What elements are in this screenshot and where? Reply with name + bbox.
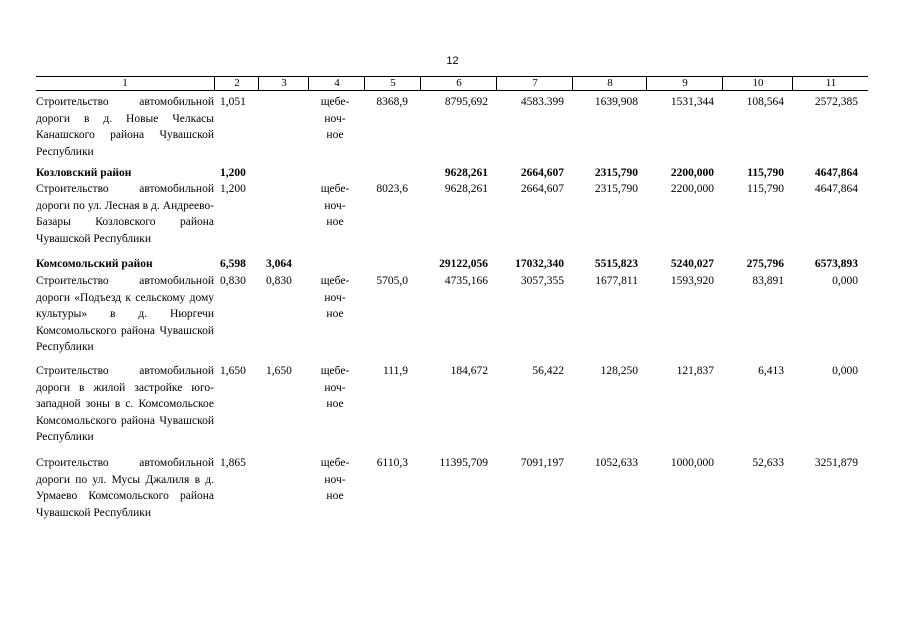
cell-col-9: 1000,000 [670, 457, 714, 469]
column-header-6: 6 [420, 77, 497, 90]
cell-col-9: 5240,027 [670, 258, 714, 270]
cell-col-6: 11395,709 [439, 457, 488, 469]
cell-col-11: 2572,385 [814, 96, 858, 108]
cell-col-5: 111,9 [382, 365, 408, 377]
cell-col-10: 275,796 [746, 258, 784, 270]
cell-col-2: 1,051 [220, 96, 246, 108]
row-description: Строительство автомобильной дороги в жилой застройке юго-западной зоны в с. Комсомольское Комсомольского района Чувашской Республики [36, 365, 214, 443]
cell-col-8: 1052,633 [594, 457, 638, 469]
cell-col-11: 6573,893 [814, 258, 858, 270]
cell-col-9: 121,837 [676, 365, 714, 377]
cell-col-3: 3,064 [266, 258, 292, 270]
row-description: Козловский район [36, 167, 132, 179]
column-header-9: 9 [646, 77, 723, 90]
cell-col-2: 1,200 [220, 167, 246, 179]
cell-col-6: 4735,166 [444, 275, 488, 287]
cell-col-2: 1,865 [220, 457, 246, 469]
cell-col-5: 6110,3 [376, 457, 408, 469]
column-header-11: 11 [792, 77, 869, 90]
row-description: Строительство автомобильной дороги «Подъезд к сельскому дому культуры» в д. Нюргечи Комсомольского района Чувашской Республики [36, 275, 214, 353]
cell-col-3: 0,830 [266, 275, 292, 287]
cell-col-9: 1531,344 [670, 96, 714, 108]
cell-col-10: 6,413 [758, 365, 784, 377]
cell-col-5: 8368,9 [376, 96, 408, 108]
column-header-7: 7 [496, 77, 573, 90]
cell-col-10: 83,891 [752, 275, 784, 287]
cell-col-2: 1,650 [220, 365, 246, 377]
column-header-8: 8 [572, 77, 647, 90]
cell-col-9: 1593,920 [670, 275, 714, 287]
cell-col-7: 17032,340 [515, 258, 564, 270]
cell-col-11: 3251,879 [814, 457, 858, 469]
cell-col-8: 128,250 [600, 365, 638, 377]
column-header-2: 2 [214, 77, 259, 90]
cell-col-6: 29122,056 [439, 258, 488, 270]
cell-col-11: 4647,864 [814, 183, 858, 195]
row-description: Комсомольский район [36, 258, 153, 270]
cell-col-4: щебе- ноч- ное [320, 183, 350, 228]
page-number: 12 [446, 55, 459, 67]
cell-col-10: 115,790 [747, 183, 784, 195]
row-description: Строительство автомобильной дороги по ул. Лесная в д. Андреево-Базары Козловского района Чувашской Республики [36, 183, 214, 245]
cell-col-8: 2315,790 [594, 183, 638, 195]
column-header-10: 10 [722, 77, 793, 90]
cell-col-6: 9628,261 [444, 167, 488, 179]
cell-col-8: 1677,811 [595, 275, 638, 287]
row-description: Строительство автомобильной дороги по ул. Мусы Джалиля в д. Урмаево Комсомольского района Чувашской Республики [36, 457, 214, 519]
cell-col-7: 3057,355 [520, 275, 564, 287]
column-header-3: 3 [258, 77, 309, 90]
cell-col-10: 52,633 [752, 457, 784, 469]
column-header-1: 1 [122, 77, 128, 89]
cell-col-11: 0,000 [832, 275, 858, 287]
cell-col-6: 8795,692 [444, 96, 488, 108]
cell-col-11: 0,000 [832, 365, 858, 377]
cell-col-7: 4583.399 [520, 96, 564, 108]
cell-col-6: 184,672 [450, 365, 488, 377]
cell-col-5: 8023,6 [376, 183, 408, 195]
cell-col-6: 9628,261 [444, 183, 488, 195]
cell-col-7: 2664,607 [520, 167, 564, 179]
cell-col-8: 1639,908 [594, 96, 638, 108]
column-header-4: 4 [308, 77, 365, 90]
row-description: Строительство автомобильной дороги в д. Новые Челкасы Канашского района Чувашской Республики [36, 96, 214, 158]
cell-col-3: 1,650 [266, 365, 292, 377]
cell-col-5: 5705,0 [376, 275, 408, 287]
cell-col-2: 0,830 [220, 275, 246, 287]
cell-col-8: 2315,790 [594, 167, 638, 179]
cell-col-2: 6,598 [220, 258, 246, 270]
cell-col-10: 115,790 [747, 167, 784, 179]
cell-col-2: 1,200 [220, 183, 246, 195]
cell-col-7: 2664,607 [520, 183, 564, 195]
cell-col-9: 2200,000 [670, 167, 714, 179]
cell-col-4: щебе- ноч- ное [320, 275, 350, 320]
cell-col-11: 4647,864 [814, 167, 858, 179]
column-header-5: 5 [364, 77, 421, 90]
cell-col-10: 108,564 [746, 96, 784, 108]
table-header-bottom-rule [36, 90, 868, 91]
cell-col-8: 5515,823 [594, 258, 638, 270]
cell-col-4: щебе- ноч- ное [320, 365, 350, 410]
cell-col-4: щебе- ноч- ное [320, 457, 350, 502]
cell-col-7: 56,422 [532, 365, 564, 377]
cell-col-7: 7091,197 [520, 457, 564, 469]
cell-col-9: 2200,000 [670, 183, 714, 195]
cell-col-4: щебе- ноч- ное [320, 96, 350, 141]
